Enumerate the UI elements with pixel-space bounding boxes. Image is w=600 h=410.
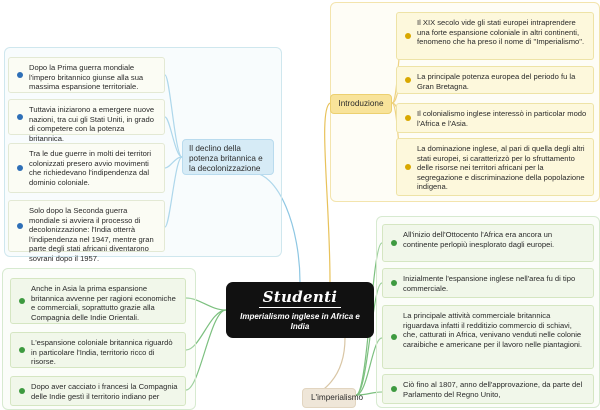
card-text: All'inizio dell'Ottocento l'Africa era ancora un continente perlopiù inesplorato dagli europei. [403, 230, 555, 249]
card-text: La principale attività commerciale britannica riguardava infatti il redditizio commercio di schiavi, che, catturati in Africa, venivano venduti nelle colonie caraibiche e americane per il lavoro nelle piantagioni. [403, 311, 582, 349]
card-text: Il XIX secolo vide gli stati europei intraprendere una forte espansione coloniale in altri continenti, fenomeno che ha preso il nome di "Imperialismo". [417, 18, 585, 47]
asia-card[interactable] [10, 332, 186, 368]
card-text: Inizialmente l'espansione inglese nell'area fu di tipo commerciale. [403, 274, 576, 293]
card-text: Ciò fino al 1807, anno dell'approvazione, da parte del Parlamento del Regno Unito, [403, 380, 583, 399]
topic-introduzione-label: Introduzione [338, 99, 384, 108]
bullet-icon [19, 388, 25, 394]
card-text: Tra le due guerre in molti dei territori colonizzati presero avvio movimenti che richiedevano l'indipendenza dal dominio coloniale. [29, 149, 152, 187]
bullet-icon [405, 115, 411, 121]
africa-card[interactable] [382, 305, 594, 369]
card-text: La principale potenza europea del periodo fu la Gran Bretagna. [417, 72, 576, 91]
bullet-icon [405, 77, 411, 83]
introduzione-card[interactable] [396, 103, 594, 133]
introduzione-card[interactable] [396, 66, 594, 94]
bullet-icon [19, 298, 25, 304]
asia-card[interactable] [10, 376, 186, 406]
central-title: Imperialismo inglese in Africa e India [240, 312, 360, 331]
asia-card[interactable] [10, 278, 186, 324]
bullet-icon [405, 33, 411, 39]
card-text: La dominazione inglese, al pari di quella degli altri stati europei, si caratterizzò per lo sfruttamento delle risorse nei territori africani per la segregazione e discriminazione della popolazione indigena. [417, 144, 585, 192]
topic-imperialismo-label: L'imperialismo [311, 393, 364, 402]
introduzione-card[interactable] [396, 138, 594, 196]
bullet-icon [17, 223, 23, 229]
bullet-icon [391, 386, 397, 392]
bullet-icon [17, 114, 23, 120]
africa-card[interactable] [382, 224, 594, 262]
studenti-logo: Studenti [259, 288, 342, 308]
introduzione-card[interactable] [396, 12, 594, 60]
topic-declino-label: Il declino della potenza britannica e la decolonizzazione [189, 144, 263, 173]
declino-card[interactable] [8, 200, 165, 263]
topic-introduzione[interactable] [330, 94, 392, 114]
africa-card[interactable] [382, 268, 594, 298]
declino-card[interactable] [8, 57, 165, 93]
card-text: Anche in Asia la prima espansione britannica avvenne per ragioni economiche e commerciali, soprattutto grazie alla Compagnia delle Indie Orientali. [31, 284, 176, 322]
card-text: L'espansione coloniale britannica riguardò in particolare l'India, territorio ricco di risorse. [31, 338, 173, 367]
central-topic[interactable] [226, 282, 374, 338]
declino-card[interactable] [8, 143, 165, 193]
card-text: Solo dopo la Seconda guerra mondiale si avviera il processo di decolonizzazione: l'India otterrà l'indipendenza nel 1947, mentre gran parte degli stati africani diventarono sovrani dopo il 1957. [29, 206, 154, 263]
card-text: Tuttavia iniziarono a emergere nuove nazioni, tra cui gli Stati Uniti, in grado di competere con la potenza britannica. [29, 105, 155, 143]
bullet-icon [391, 334, 397, 340]
bullet-icon [405, 164, 411, 170]
bullet-icon [19, 347, 25, 353]
topic-declino[interactable] [182, 139, 274, 175]
bullet-icon [17, 72, 23, 78]
declino-card[interactable] [8, 99, 165, 143]
card-text: Dopo la Prima guerra mondiale l'impero britannico giunse alla sua massima espansione territoriale. [29, 63, 144, 92]
card-text: Il colonialismo inglese interessò in particolar modo l'Africa e l'Asia. [417, 109, 587, 128]
card-text: Dopo aver cacciato i francesi la Compagnia delle Indie gestì il territorio indiano per [31, 382, 178, 401]
bullet-icon [391, 240, 397, 246]
topic-imperialismo[interactable] [302, 388, 364, 408]
bullet-icon [391, 280, 397, 286]
bullet-icon [17, 165, 23, 171]
